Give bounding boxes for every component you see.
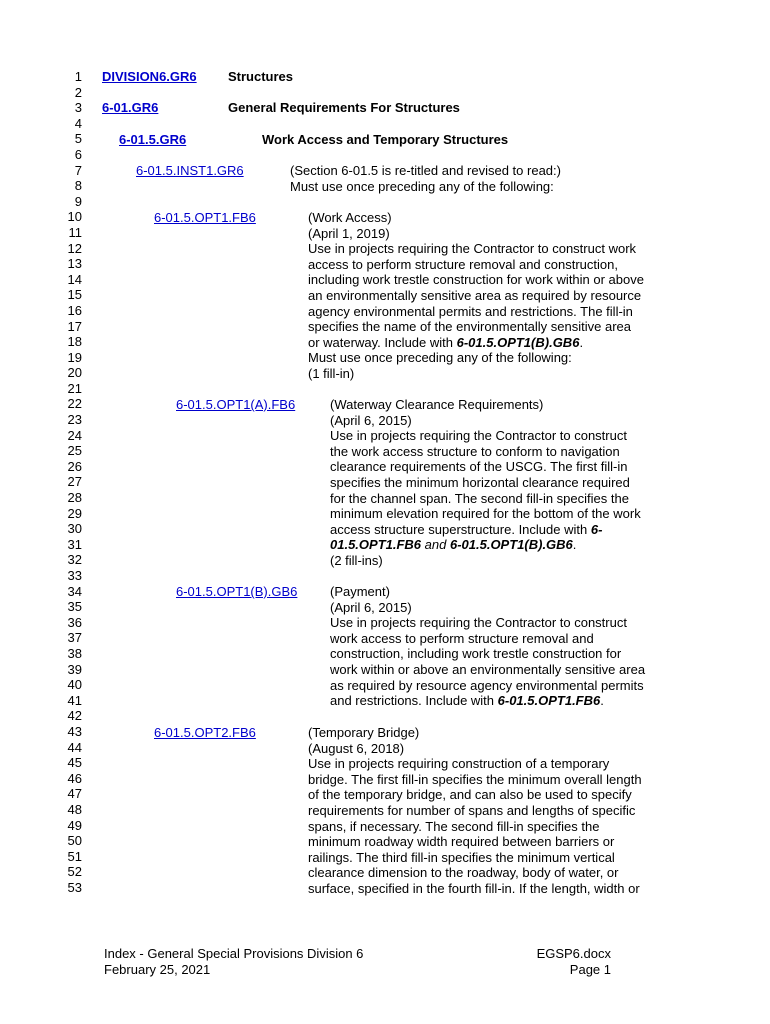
- inst-text: [290, 163, 561, 194]
- line-number: 34: [67, 583, 82, 599]
- line-number: 10: [67, 209, 82, 225]
- opt1b-line: Use in projects requiring the Contractor to construct: [330, 615, 627, 631]
- division-link[interactable]: DIVISION6.GR6: [102, 69, 197, 84]
- opt1-line: Use in projects requiring the Contractor to construct work: [308, 241, 637, 257]
- opt1b-line: (April 6, 2015): [330, 599, 412, 615]
- opt1-link[interactable]: 6-01.5.OPT1.FB6: [154, 210, 256, 225]
- opt1-line: (1 fill-in): [308, 365, 355, 381]
- opt1a-line: the work access structure to conform to navigation: [330, 443, 620, 459]
- line-number: 18: [67, 334, 82, 350]
- line-number: 6: [74, 146, 82, 162]
- line-number: 11: [68, 224, 82, 240]
- inst-line: (Section 6-01.5 is re-titled and revised to read:): [290, 163, 561, 178]
- opt1a-include-line: [330, 522, 641, 538]
- line-number: 44: [67, 739, 82, 755]
- line-number: 29: [67, 505, 82, 521]
- line-number: 39: [67, 661, 82, 677]
- opt1b-line: (Payment): [330, 584, 390, 599]
- opt1a-text: [330, 397, 641, 569]
- line-number: 26: [67, 458, 82, 474]
- line-number: 32: [67, 552, 82, 568]
- opt1b-include-ref: 6-01.5.OPT1.FB6: [497, 693, 601, 709]
- footer-date: February 25, 2021: [104, 961, 211, 977]
- opt1-line: specifies the name of the environmentally sensitive area: [308, 319, 632, 335]
- opt2-line: surface, specified in the fourth fill-in. If the length, width or: [308, 880, 640, 896]
- line-number: 46: [67, 770, 82, 786]
- opt1b-include-prefix: and restrictions. Include with: [330, 693, 498, 709]
- opt1b-include-line: [330, 693, 645, 709]
- line-number: 13: [67, 256, 82, 272]
- line-number: 52: [67, 864, 82, 880]
- footer-document-title: Index - General Special Provisions Division 6: [104, 946, 364, 961]
- opt1b-include-suffix: .: [600, 693, 604, 709]
- line-number: 14: [67, 271, 82, 287]
- line-number: 37: [67, 630, 82, 646]
- line-number: 9: [74, 193, 82, 209]
- opt1-line: Must use once preceding any of the following:: [308, 350, 572, 366]
- line-number: 51: [67, 848, 82, 864]
- line-number: 3: [74, 100, 82, 116]
- line-number: 31: [67, 536, 82, 552]
- opt1b-link[interactable]: 6-01.5.OPT1(B).GB6: [176, 584, 298, 599]
- line-number: 35: [67, 599, 82, 615]
- opt1a-line: clearance requirements of the USCG. The first fill-in: [330, 459, 628, 475]
- line-number: 24: [67, 427, 82, 443]
- line-number: 27: [67, 474, 82, 490]
- footer-left: [104, 946, 363, 977]
- line-number: 40: [67, 677, 82, 693]
- line-number: 4: [74, 115, 82, 131]
- line-number: 17: [67, 318, 82, 334]
- opt1-include-ref: 6-01.5.OPT1(B).GB6: [456, 334, 580, 350]
- line-number: 47: [67, 786, 82, 802]
- opt1b-line: as required by resource agency environmental permits: [330, 677, 644, 693]
- footer-filename: EGSP6.docx: [536, 946, 611, 961]
- line-number: 38: [67, 645, 82, 661]
- line-number: 50: [67, 833, 82, 849]
- opt2-line: (Temporary Bridge): [308, 725, 420, 740]
- subsection-link[interactable]: 6-01.5.GR6: [119, 132, 187, 147]
- line-number: 8: [74, 178, 82, 194]
- opt2-line: clearance dimension to the roadway, body of water, or: [308, 865, 619, 881]
- opt2-line: minimum roadway width required between barriers or: [308, 834, 615, 850]
- opt1a-line: for the channel span. The second fill-in specifies the: [330, 490, 629, 506]
- line-number-column: [40, 69, 82, 895]
- line-number: 20: [67, 365, 82, 381]
- opt1a-include-suffix: .: [572, 537, 577, 553]
- opt1b-text: [330, 584, 645, 709]
- footer-right: [537, 946, 611, 977]
- line-number: 23: [67, 412, 82, 428]
- line-number: 48: [67, 801, 82, 817]
- opt2-line: requirements for number of spans and lengths of specific: [308, 802, 636, 818]
- opt1-line: an environmentally sensitive area as required by resource: [308, 287, 642, 303]
- opt2-text: [308, 725, 642, 897]
- opt2-line: of the temporary bridge, and can also be used to specify: [308, 787, 632, 803]
- footer-page-number: Page 1: [569, 961, 611, 977]
- opt2-line: railings. The third fill-in specifies the minimum vertical: [308, 849, 615, 865]
- opt1-include-prefix: or waterway. Include with: [308, 334, 457, 350]
- line-number: 22: [67, 396, 82, 412]
- opt1a-include-ref-b: 6-01.5.OPT1(B).GB6: [449, 537, 573, 553]
- inst-line: Must use once preceding any of the following:: [290, 178, 554, 194]
- opt1a-include-ref-a1: 6-: [590, 521, 603, 537]
- opt1b-line: work access to perform structure removal and: [330, 630, 594, 646]
- line-number: 2: [74, 84, 82, 100]
- line-number: 43: [67, 723, 82, 739]
- opt1-text: [308, 210, 644, 382]
- opt1-include-line: [308, 335, 644, 351]
- section-link[interactable]: 6-01.GR6: [102, 100, 159, 115]
- opt2-line: spans, if necessary. The second fill-in specifies the: [308, 818, 600, 834]
- line-number: 25: [67, 443, 82, 459]
- section-title: General Requirements For Structures: [228, 100, 460, 115]
- opt1-line: agency environmental permits and restrictions. The fill-in: [308, 303, 633, 319]
- subsection-title: Work Access and Temporary Structures: [262, 132, 509, 147]
- opt1a-link[interactable]: 6-01.5.OPT1(A).FB6: [176, 397, 296, 412]
- line-number: 19: [67, 349, 82, 365]
- line-number: 42: [67, 708, 82, 724]
- line-number: 41: [67, 692, 82, 708]
- line-number: 49: [67, 817, 82, 833]
- line-number: 33: [67, 568, 82, 583]
- line-number: 53: [67, 879, 82, 895]
- opt1a-line: (Waterway Clearance Requirements): [330, 397, 544, 412]
- opt2-line: bridge. The first fill-in specifies the minimum overall length: [308, 771, 642, 787]
- opt1-line: (Work Access): [308, 210, 392, 225]
- opt2-line: (August 6, 2018): [308, 740, 405, 756]
- opt1a-line: Use in projects requiring the Contractor to construct: [330, 428, 627, 444]
- opt1a-line: (April 6, 2015): [330, 412, 412, 428]
- opt1a-line: specifies the minimum horizontal clearance required: [330, 474, 630, 490]
- opt1-line: access to perform structure removal and construction,: [308, 256, 618, 272]
- opt1a-include-and: and: [421, 537, 450, 553]
- opt2-line: Use in projects requiring construction of a temporary: [308, 756, 610, 772]
- line-number: 16: [67, 302, 82, 318]
- line-number: 45: [67, 755, 82, 771]
- opt1a-line: minimum elevation required for the bottom of the work: [330, 506, 641, 522]
- opt2-link[interactable]: 6-01.5.OPT2.FB6: [154, 725, 256, 740]
- line-number: 15: [67, 287, 82, 303]
- opt1a-include-line-2: [330, 537, 641, 553]
- line-number: 5: [74, 131, 82, 147]
- opt1b-line: work within or above an environmentally sensitive area: [330, 661, 646, 677]
- opt1a-include-ref-a2: 01.5.OPT1.FB6: [330, 537, 422, 553]
- line-number: 36: [67, 614, 82, 630]
- division-title: Structures: [228, 69, 294, 84]
- line-number: 21: [67, 380, 82, 396]
- line-number: 7: [74, 162, 82, 178]
- inst-link[interactable]: 6-01.5.INST1.GR6: [136, 163, 244, 178]
- opt1-include-suffix: .: [579, 334, 584, 350]
- line-number: 30: [67, 521, 82, 537]
- opt1b-line: construction, including work trestle construction for: [330, 646, 622, 662]
- opt1-line: (April 1, 2019): [308, 225, 390, 241]
- line-number: 1: [74, 69, 82, 84]
- opt1a-line: (2 fill-ins): [330, 552, 383, 568]
- line-number: 28: [67, 490, 82, 506]
- opt1-line: including work trestle construction for work within or above: [308, 272, 644, 288]
- line-number: 12: [67, 240, 82, 256]
- opt1a-include-prefix: access structure superstructure. Include with: [330, 521, 591, 537]
